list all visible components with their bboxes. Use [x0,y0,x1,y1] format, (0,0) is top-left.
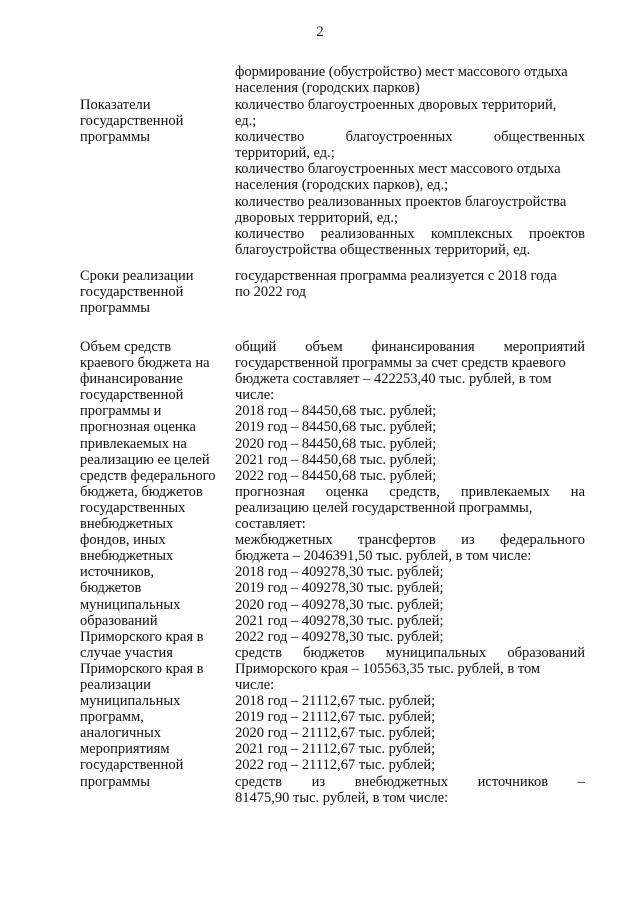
text-line: 2021 год – 21112,67 тыс. рублей; [235,741,436,758]
text-line: 2021 год – 84450,68 тыс. рублей; [235,451,437,468]
text-line: 2020 год – 409278,30 тыс. рублей; [235,596,444,613]
text-line: по 2022 год [235,284,307,301]
text-line: средств из внебюджетных источников – [235,773,585,790]
text-line: 2019 год – 84450,68 тыс. рублей; [235,419,437,436]
label-line: средств федерального [80,467,216,484]
text-line: бюджета составляет – 422253,40 тыс. рублей, в том [235,371,552,388]
label-line: Объем средств [80,339,172,355]
label-line: муниципальных [80,693,181,710]
label-line: программы и [80,403,162,420]
label-line: бюджета, бюджетов [80,483,203,500]
text-line: населения (городских парков) [235,80,420,97]
label-line: прогнозная оценка [80,419,196,436]
text-line: количество благоустроенных общественных [235,129,585,146]
text-line: межбюджетных трансфертов из федерального [235,532,585,549]
label-line: Сроки реализации [80,268,194,284]
text-line: населения (городских парков), ед.; [235,177,449,194]
label-line: образований [80,612,158,629]
label-line: мероприятиям [80,741,170,758]
intro-text [235,64,585,96]
indicators-value [235,97,585,258]
label-line: Показатели [80,97,151,113]
label-line: программы [80,300,150,317]
text-line: территорий, ед.; [235,145,335,162]
text-line: 2022 год – 409278,30 тыс. рублей; [235,628,444,645]
label-line: внебюджетных [80,548,174,565]
funding-label [80,339,225,790]
text-line: реализацию целей государственной программы, [235,499,533,516]
text-line: количество благоустроенных мест массового отдыха [235,161,561,178]
text-line: 2021 год – 409278,30 тыс. рублей; [235,612,444,629]
label-line: государственной [80,284,184,301]
text-line: формирование (обустройство) мест массового отдыха [235,64,568,80]
text-line: ед.; [235,113,257,130]
label-line: реализацию ее целей [80,451,210,468]
text-line: благоустройства общественных территорий, ед. [235,241,531,258]
timeline-label [80,268,225,316]
text-line: прогнозная оценка средств, привлекаемых на [235,483,585,500]
text-line: Приморского края – 105563,35 тыс. рублей, в том [235,660,541,677]
text-line: составляет: [235,516,306,533]
indicators-label [80,97,225,145]
label-line: реализации [80,676,151,693]
label-line: государственной [80,757,184,774]
page-number: 2 [316,24,324,40]
text-line: 2019 год – 21112,67 тыс. рублей; [235,709,436,726]
text-line: 2019 год – 409278,30 тыс. рублей; [235,580,444,597]
text-line: 2020 год – 21112,67 тыс. рублей; [235,725,436,742]
label-line: бюджетов [80,580,142,597]
label-line: случае участия [80,644,173,661]
timeline-value [235,268,585,300]
text-line: 2020 год – 84450,68 тыс. рублей; [235,435,437,452]
text-line: бюджета – 2046391,50 тыс. рублей, в том числе: [235,548,532,565]
label-line: аналогичных [80,725,161,742]
label-line: программы [80,773,150,790]
text-line: 2018 год – 84450,68 тыс. рублей; [235,403,437,420]
text-line: 2018 год – 409278,30 тыс. рублей; [235,564,444,581]
label-line: государственных [80,499,186,516]
text-line: 2022 год – 84450,68 тыс. рублей; [235,467,437,484]
label-line: Приморского края в [80,660,204,677]
label-line: фондов, иных [80,532,166,549]
text-line: государственной программы за счет средств краевого [235,355,566,372]
label-line: внебюджетных [80,516,174,533]
text-line: 2018 год – 21112,67 тыс. рублей; [235,693,436,710]
funding-value [235,339,585,806]
text-line: 2022 год – 21112,67 тыс. рублей; [235,757,436,774]
text-line: дворовых территорий, ед.; [235,209,399,226]
label-line: программ, [80,709,144,726]
text-line: числе: [235,676,275,693]
label-line: финансирование [80,371,183,388]
label-line: Приморского края в [80,628,204,645]
label-line: государственной [80,113,184,130]
label-line: программы [80,129,150,146]
label-line: краевого бюджета на [80,355,210,372]
text-line: количество реализованных комплексных проектов [235,225,585,242]
text-line: количество благоустроенных дворовых территорий, [235,97,557,113]
text-line: количество реализованных проектов благоустройства [235,193,567,210]
text-line: средств бюджетов муниципальных образований [235,644,585,661]
label-line: муниципальных [80,596,181,613]
text-line: 81475,90 тыс. рублей, в том числе: [235,789,449,806]
text-line: государственная программа реализуется с 2018 года [235,268,557,284]
text-line: общий объем финансирования мероприятий [235,339,585,355]
text-line: числе: [235,387,275,404]
label-line: привлекаемых на [80,435,187,452]
label-line: государственной [80,387,184,404]
label-line: источников, [80,564,155,581]
